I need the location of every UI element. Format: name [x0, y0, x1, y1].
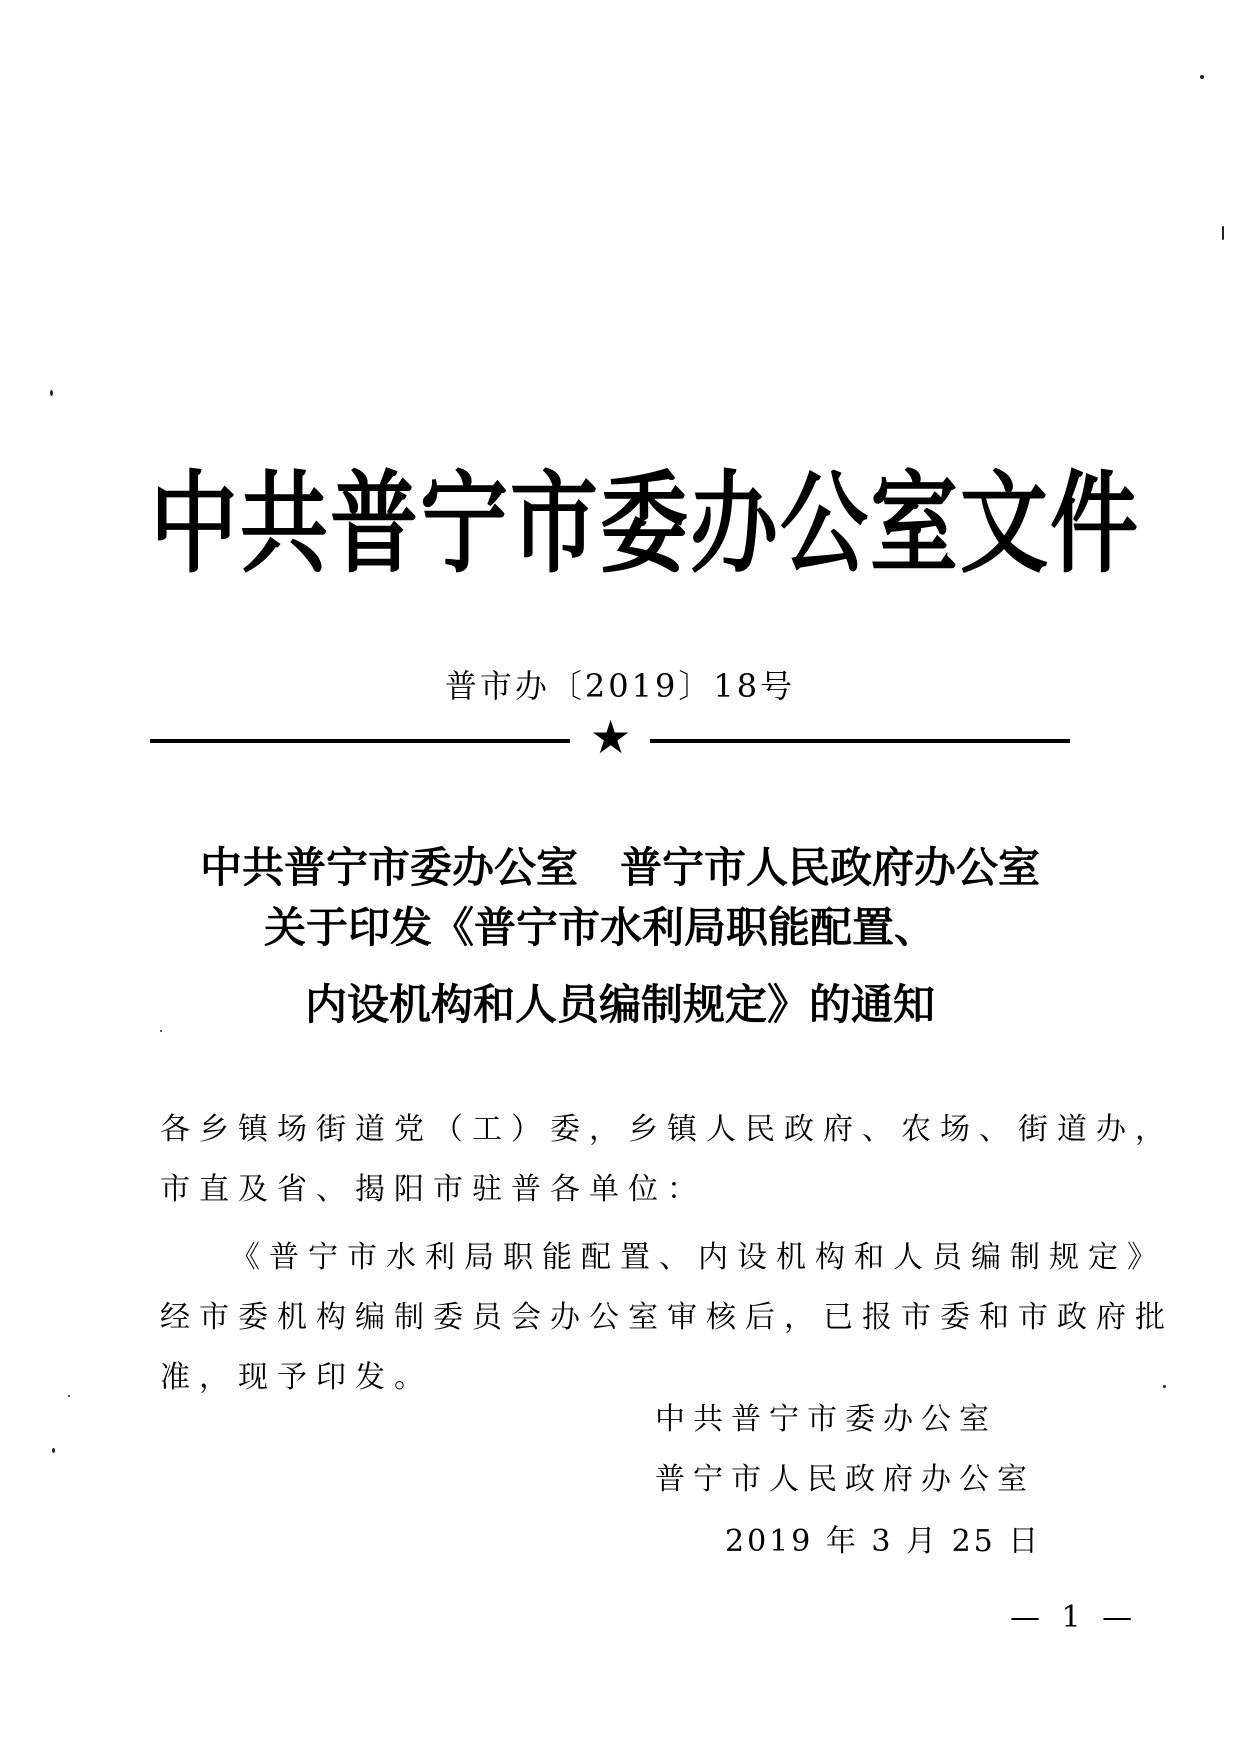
issue-date: 2019 年 3 月 25 日	[725, 1524, 1042, 1559]
divider-rule-right	[650, 739, 1070, 743]
scan-speck	[50, 390, 53, 396]
notice-title-line-1: 中共普宁市委办公室 普宁市人民政府办公室	[199, 843, 1040, 892]
red-header-divider	[150, 710, 1070, 764]
document-number: 普市办〔2019〕18号	[444, 667, 796, 705]
divider-rule-left	[150, 739, 570, 743]
scan-speck	[160, 1030, 162, 1032]
body-paragraph-line-1: 《普宁市水利局职能配置、内设机构和人员编制规定》	[230, 1240, 1166, 1275]
addressee-line-1: 各乡镇场街道党（工）委，乡镇人民政府、农场、街道办，	[160, 1112, 1174, 1147]
body-paragraph-line-3: 准，现予印发。	[160, 1360, 433, 1395]
scan-speck	[1222, 226, 1224, 240]
signature-issuer-1: 中共普宁市委办公室	[655, 1402, 997, 1437]
body-paragraph-line-2: 经市委机构编制委员会办公室审核后，已报市委和市政府批	[160, 1300, 1174, 1335]
scan-speck	[52, 1448, 55, 1453]
notice-title-line-2: 关于印发《普宁市水利局职能配置、	[263, 903, 936, 952]
document-masthead: 中共普宁市委办公室文件	[150, 458, 1141, 588]
signature-issuer-2: 普宁市人民政府办公室	[655, 1462, 1035, 1497]
page-number: — 1 —	[1010, 1600, 1139, 1635]
scan-speck	[68, 1395, 70, 1397]
scan-speck	[1200, 75, 1204, 79]
notice-title-line-3: 内设机构和人员编制规定》的通知	[304, 980, 935, 1029]
addressee-line-2: 市直及省、揭阳市驻普各单位：	[160, 1172, 706, 1207]
scan-speck	[1163, 1385, 1166, 1388]
star-icon: ★	[590, 710, 632, 764]
